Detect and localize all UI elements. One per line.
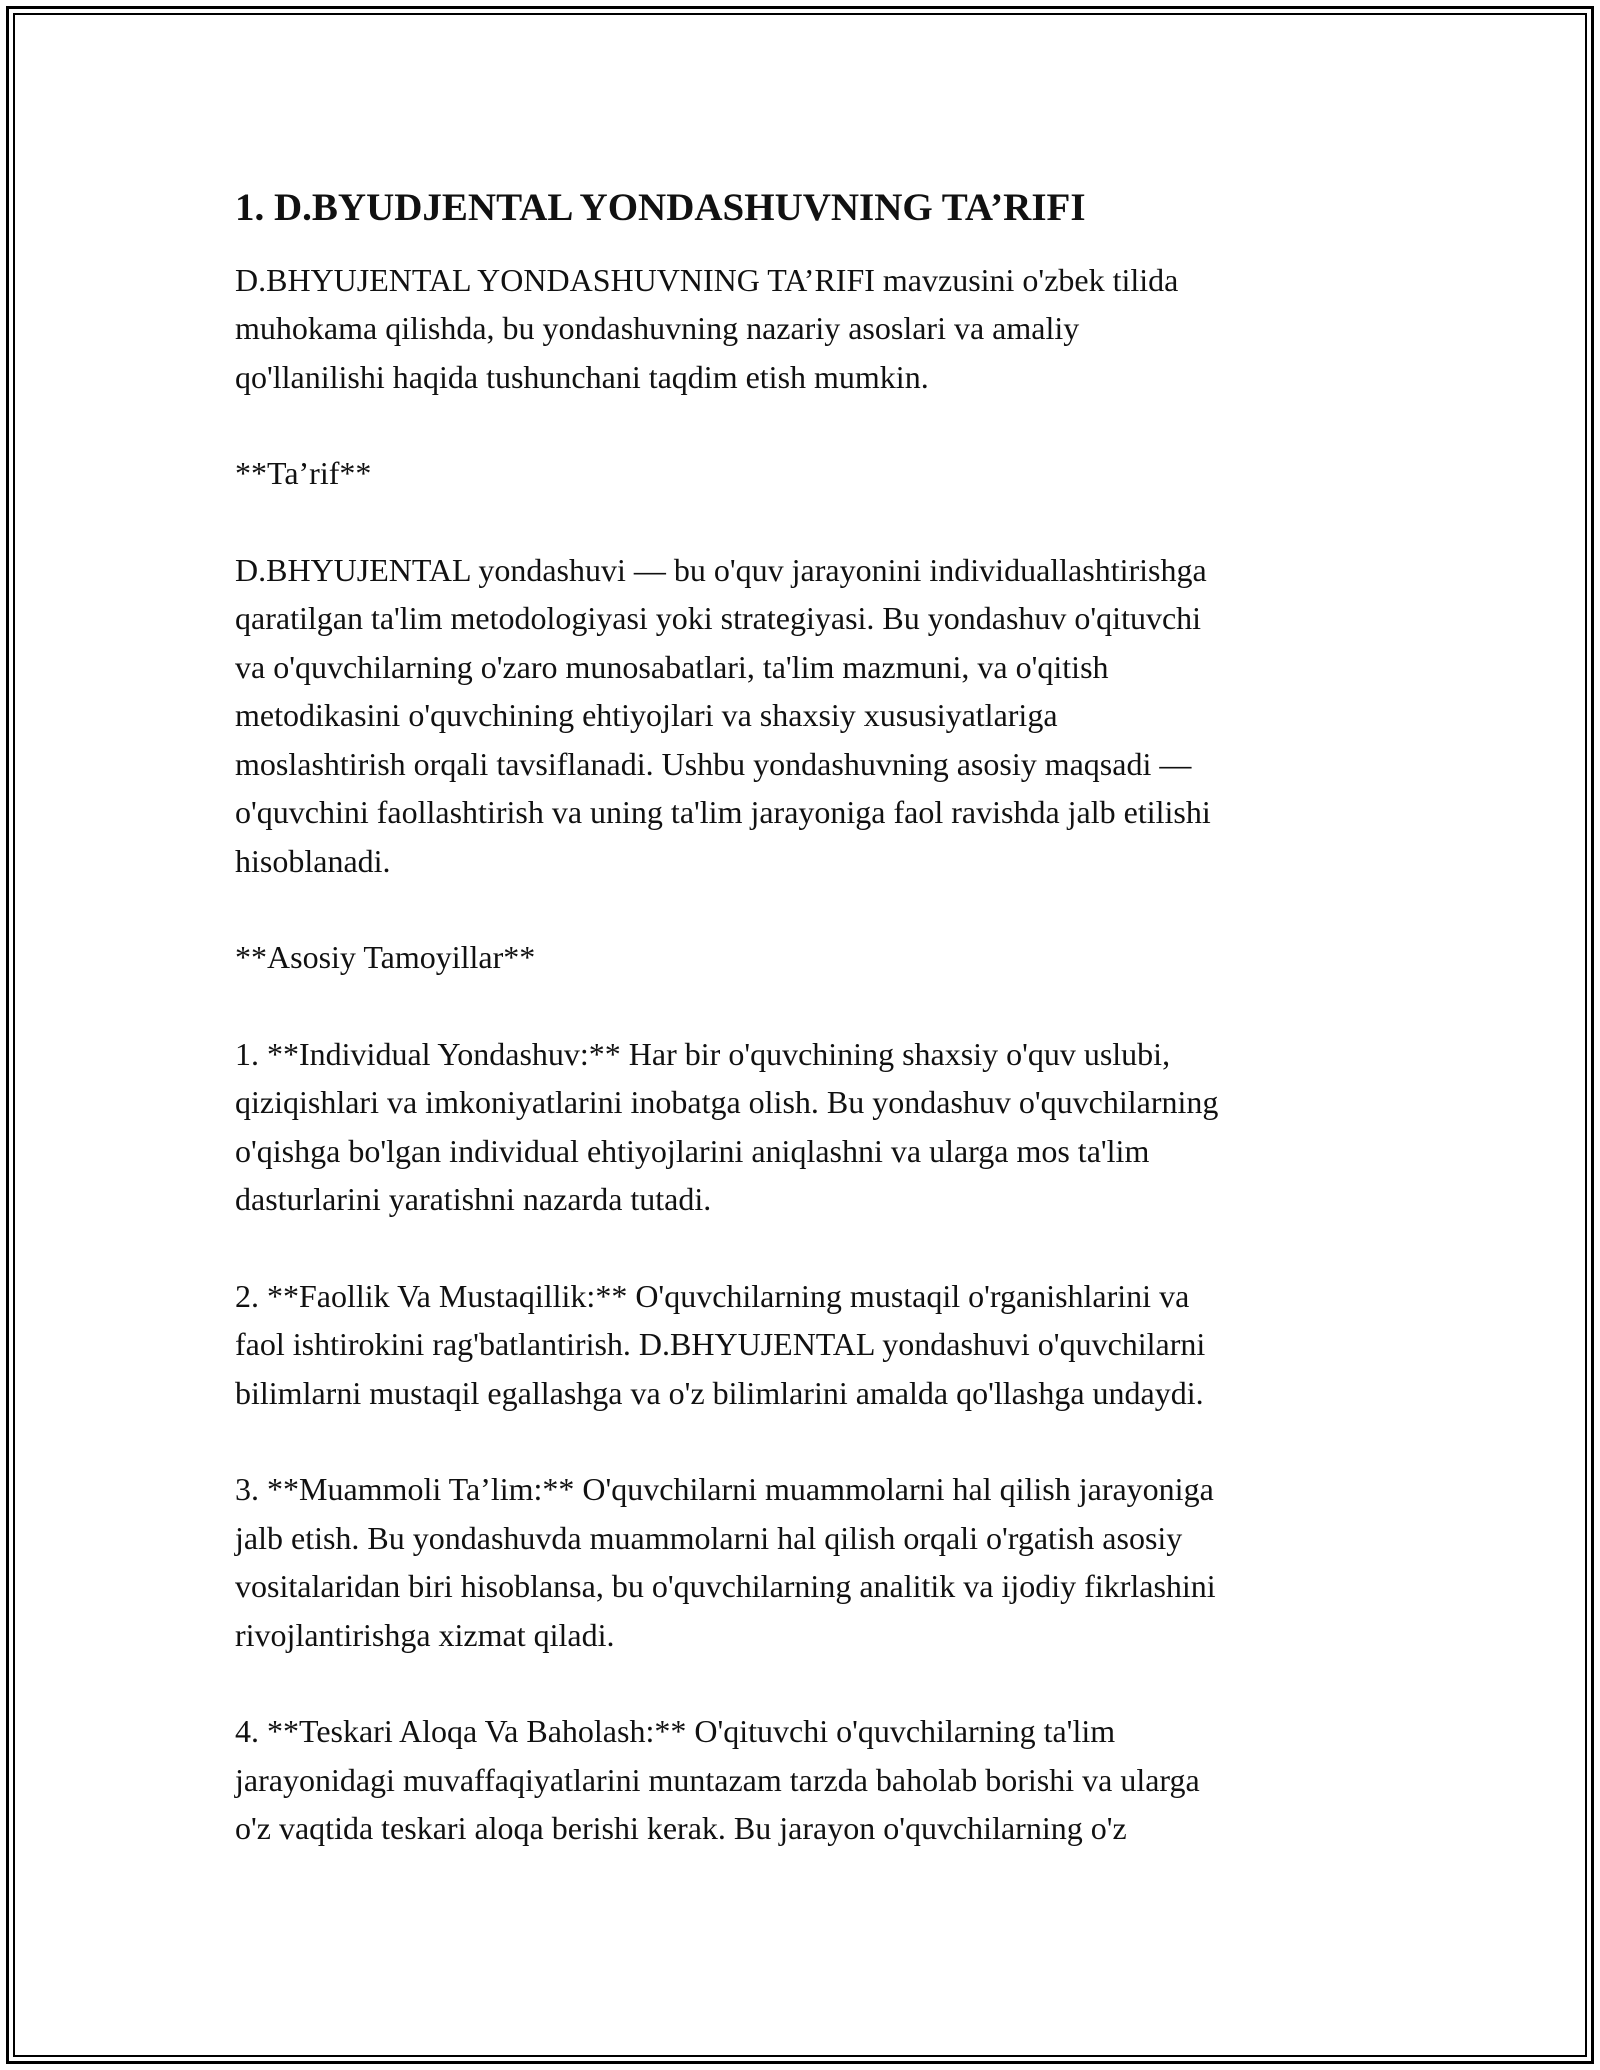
definition-paragraph: D.BHYUJENTAL yondashuvi — bu o'quv jarayonini individuallashtirishga qaratilgan ta'lim metodologiyasi yoki strategiyasi. Bu yondashuv o'qituvchi va o'quvchilarning o'zaro munosabatlari, ta'lim mazmuni, va o'qitish metodikasini o'quvchining ehtiyojlari va shaxsiy xususiyatlariga moslashtirish orqali tavsiflanadi. Ushbu yondashuvning asosiy maqsadi — o'quvchini faollashtirish va uning ta'lim jarayoniga faol ravishda jalb etilishi hisoblanadi. <box>235 551 1211 879</box>
intro-paragraph: D.BHYUJENTAL YONDASHUVNING TA’RIFI mavzusini o'zbek tilida muhokama qilishda, bu yondashuvning nazariy asoslari va amaliy qo'llanilishi haqida tushunchani taqdim etish mumkin. <box>235 261 1179 395</box>
principle-item-4: 4. **Teskari Aloqa Va Baholash:** O'qituvchi o'quvchilarning ta'lim jarayonidagi muvaffaqiyatlarini muntazam tarzda baholab borishi va ularga o'z vaqtida teskari aloqa berishi kerak. Bu jarayon o'quvchilarning o'z <box>235 1713 1200 1847</box>
section-title-principles: **Asosiy Tamoyillar** <box>235 939 536 976</box>
document-heading: 1. D.BYUDJENTAL YONDASHUVNING TA’RIFI <box>235 186 1086 229</box>
principle-item-2: 2. **Faollik Va Mustaqillik:** O'quvchilarning mustaqil o'rganishlarini va faol ishtirokini rag'batlantirish. D.BHYUJENTAL yondashuvi o'quvchilarni bilimlarni mustaqil egallashga va o'z bilimlarini amalda qo'llashga undaydi. <box>235 1277 1206 1411</box>
document-page <box>235 185 1390 1901</box>
principle-item-1: 1. **Individual Yondashuv:** Har bir o'quvchining shaxsiy o'quv uslubi, qiziqishlari va imkoniyatlarini inobatga olish. Bu yondashuv o'quvchilarning o'qishga bo'lgan individual ehtiyojlarini aniqlashni va ularga mos ta'lim dasturlarini yaratishni nazarda tutadi. <box>235 1035 1219 1218</box>
principle-item-3: 3. **Muammoli Ta’lim:** O'quvchilarni muammolarni hal qilish jarayoniga jalb etish. Bu yondashuvda muammolarni hal qilish orqali o'rgatish asosiy vositalaridan biri hisoblansa, bu o'quvchilarning analitik va ijodiy fikrlashini rivojlantirishga xizmat qiladi. <box>235 1471 1216 1653</box>
section-title-definition: **Ta’rif** <box>235 455 372 492</box>
